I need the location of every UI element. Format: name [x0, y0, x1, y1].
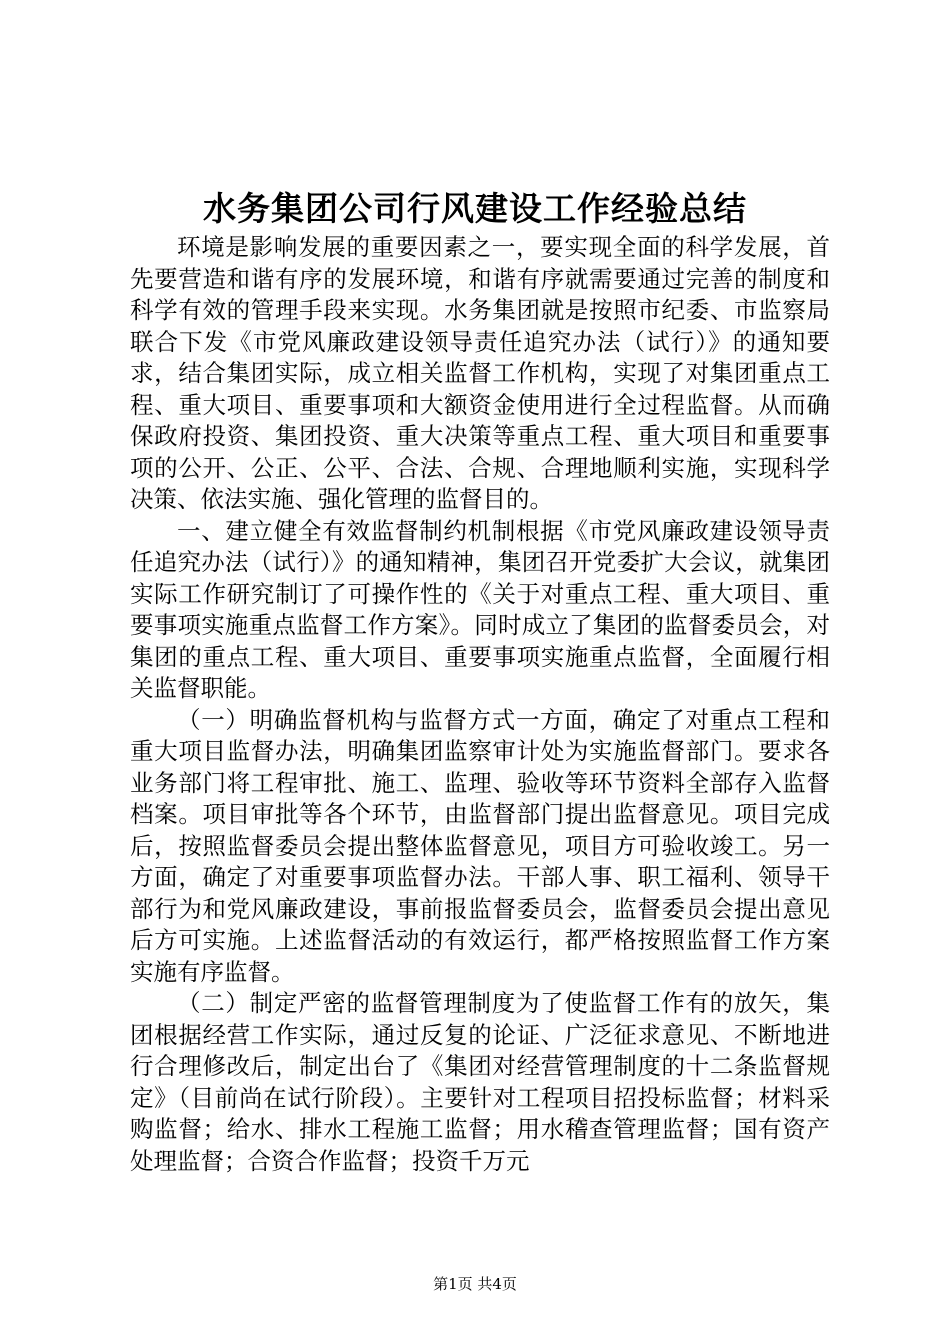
- paragraph-intro: 环境是影响发展的重要因素之一，要实现全面的科学发展，首先要营造和谐有序的发展环境，和谐有序就需要通过完善的制度和科学有效的管理手段来实现。水务集团就是按照市纪委、市监察局联合下发《市党风廉政建设领导责任追究办法（试行）》的通知要求，结合集团实际，成立相关监督工作机构，实现了对集团重点工程、重大项目、重要事项和大额资金使用进行全过程监督。从而确保政府投资、集团投资、重大决策等重点工程、重大项目和重要事项的公开、公正、公平、合法、合规、合理地顺利实施，实现科学决策、依法实施、强化管理的监督目的。: [130, 233, 830, 513]
- document-title: 水务集团公司行风建设工作经验总结: [203, 189, 747, 228]
- document-body: [130, 232, 830, 1177]
- paragraph-subsection-2: （二）制定严密的监督管理制度为了使监督工作有的放矢，集团根据经营工作实际，通过反复的论证、广泛征求意见、不断地进行合理修改后，制定出台了《集团对经营管理制度的十二条监督规定》（目前尚在试行阶段）。主要针对工程项目招投标监督；材料采购监督；给水、排水工程施工监督；用水稽查管理监督；国有资产处理监督；合资合作监督；投资千万元: [130, 989, 830, 1175]
- paragraph-section-1: 一、建立健全有效监督制约机制根据《市党风廉政建设领导责任追究办法（试行）》的通知精神，集团召开党委扩大会议，就集团实际工作研究制订了可操作性的《关于对重点工程、重大项目、重要事项实施重点监督工作方案》。同时成立了集团的监督委员会，对集团的重点工程、重大项目、重要事项实施重点监督，全面履行相关监督职能。: [130, 516, 830, 702]
- paragraph-subsection-1: （一）明确监督机构与监督方式一方面，确定了对重点工程和重大项目监督办法，明确集团监察审计处为实施监督部门。要求各业务部门将工程审批、施工、监理、验收等环节资料全部存入监督档案。项目审批等各个环节，由监督部门提出监督意见。项目完成后，按照监督委员会提出整体监督意见，项目方可验收竣工。另一方面，确定了对重要事项监督办法。干部人事、职工福利、领导干部行为和党风廉政建设，事前报监督委员会，监督委员会提出意见后方可实施。上述监督活动的有效运行，都严格按照监督工作方案实施有序监督。: [130, 705, 830, 986]
- page-number-footer: 第1页 共4页: [433, 1275, 517, 1293]
